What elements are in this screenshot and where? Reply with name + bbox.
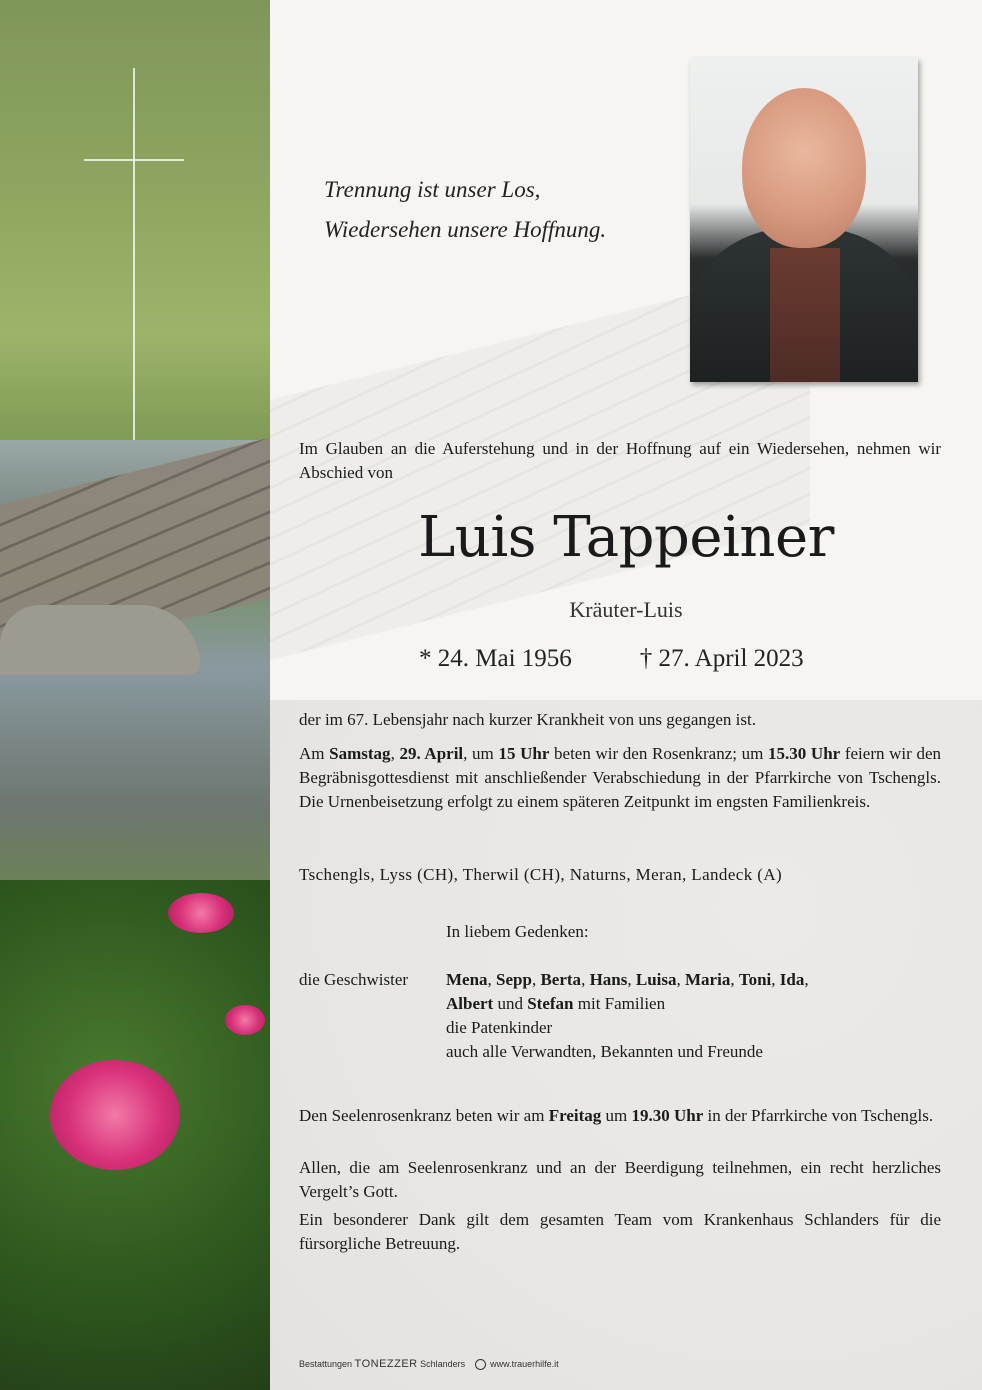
footer — [299, 1358, 559, 1370]
text-run: mit Familien — [573, 994, 666, 1013]
text-run: in der Pfarrkirche von Tschengls. — [703, 1106, 934, 1125]
quote-line-1: Trennung ist unser Los, — [324, 177, 541, 202]
sibling-name: Luisa — [635, 970, 677, 989]
rosary-time: 15 Uhr — [498, 744, 550, 763]
sibling-name: Mena — [446, 970, 488, 989]
flower — [50, 1060, 180, 1170]
portrait-face — [742, 88, 866, 248]
thanks-text-2: Ein besonderer Dank gilt dem gesamten Team vom Krankenhaus Schlanders für die fürsorgliche Betreuung. — [299, 1210, 941, 1253]
flower — [225, 1005, 265, 1035]
siblings-line-1 — [446, 968, 809, 992]
sibling-name: Albert — [446, 994, 494, 1013]
siblings-line-2 — [446, 992, 809, 1016]
text-run: um — [601, 1106, 632, 1125]
funeral-home-brand: TONEZZER — [354, 1358, 418, 1370]
separator: , — [487, 970, 497, 989]
sibling-name: Stefan — [527, 994, 574, 1013]
mass-time: 15.30 Uhr — [768, 744, 841, 763]
text-run: , um — [463, 744, 499, 763]
sibling-name: Berta — [540, 970, 582, 989]
service-date: 29. April — [399, 744, 464, 763]
text-run: Am — [299, 744, 330, 763]
godchildren: die Patenkinder — [446, 1018, 553, 1037]
sibling-name: Ida — [779, 970, 805, 989]
rosary-day: Freitag — [548, 1106, 602, 1125]
separator: , — [730, 970, 739, 989]
sibling-name: Hans — [589, 970, 628, 989]
relatives: auch alle Verwandten, Bekannten und Freunde — [446, 1042, 763, 1061]
memory-heading: In liebem Gedenken: — [446, 922, 589, 941]
life-dates — [419, 645, 804, 673]
quote — [324, 170, 606, 250]
intro-text: Im Glauben an die Auferstehung und in der Hoffnung auf ein Wiedersehen, nehmen wir Abschied von — [299, 439, 941, 482]
passing-text: der im 67. Lebensjahr nach kurzer Krankheit von uns gegangen ist. — [299, 710, 756, 729]
quote-line-2: Wiedersehen unsere Hoffnung. — [324, 217, 607, 242]
separator: , — [531, 970, 541, 989]
service-text — [299, 742, 941, 814]
sibling-name: Toni — [738, 970, 772, 989]
text-run: und — [493, 994, 528, 1013]
text-run: beten wir den Rosenkranz; um — [549, 744, 769, 763]
deceased-name: Luis Tappeiner — [418, 505, 834, 570]
service-day: Samstag — [329, 744, 391, 763]
landscape-photo — [0, 0, 270, 1390]
deceased-nickname: Kräuter-Luis — [569, 597, 683, 622]
rock — [0, 605, 200, 675]
portrait-photo — [690, 58, 918, 382]
sibling-name: Maria — [685, 970, 731, 989]
death-date: † 27. April 2023 — [639, 645, 804, 672]
separator: , — [804, 970, 809, 989]
footer-prefix: Bestattungen — [299, 1359, 355, 1369]
text-run: , — [390, 744, 400, 763]
text-run: Den Seelenrosenkranz beten wir am — [299, 1106, 549, 1125]
siblings-label: die Geschwister — [299, 970, 409, 989]
cross-bar — [84, 159, 184, 161]
places-list: Tschengls, Lyss (CH), Therwil (CH), Naturns, Meran, Landeck (A) — [299, 865, 783, 884]
flower — [168, 893, 234, 933]
portrait-shirt — [770, 248, 840, 382]
separator: , — [771, 970, 780, 989]
rosary-time: 19.30 Uhr — [631, 1106, 704, 1125]
separator: , — [627, 970, 636, 989]
mourners-list — [446, 968, 809, 1064]
sibling-name: Sepp — [496, 970, 532, 989]
rosary-text — [299, 1104, 941, 1128]
text-run: feiern wir den Begräbnisgottesdienst mit anschließender Verabschiedung in der Pfarrkirche von Tschengls. Die Urnenbeisetzung erfolgt zu einem späteren Zeitpunkt im engsten Familienkreis. — [299, 744, 942, 811]
thanks-text-1: Allen, die am Seelenrosenkranz und an der Beerdigung teilnehmen, ein recht herzliches Vergelt’s Gott. — [299, 1158, 941, 1201]
footer-suffix: Schlanders — [417, 1359, 466, 1369]
globe-icon — [475, 1359, 486, 1370]
cross-icon — [133, 68, 135, 440]
separator: , — [581, 970, 590, 989]
birth-date: * 24. Mai 1956 — [419, 645, 572, 672]
website-link[interactable]: www.trauerhilfe.it — [490, 1359, 559, 1369]
separator: , — [676, 970, 685, 989]
